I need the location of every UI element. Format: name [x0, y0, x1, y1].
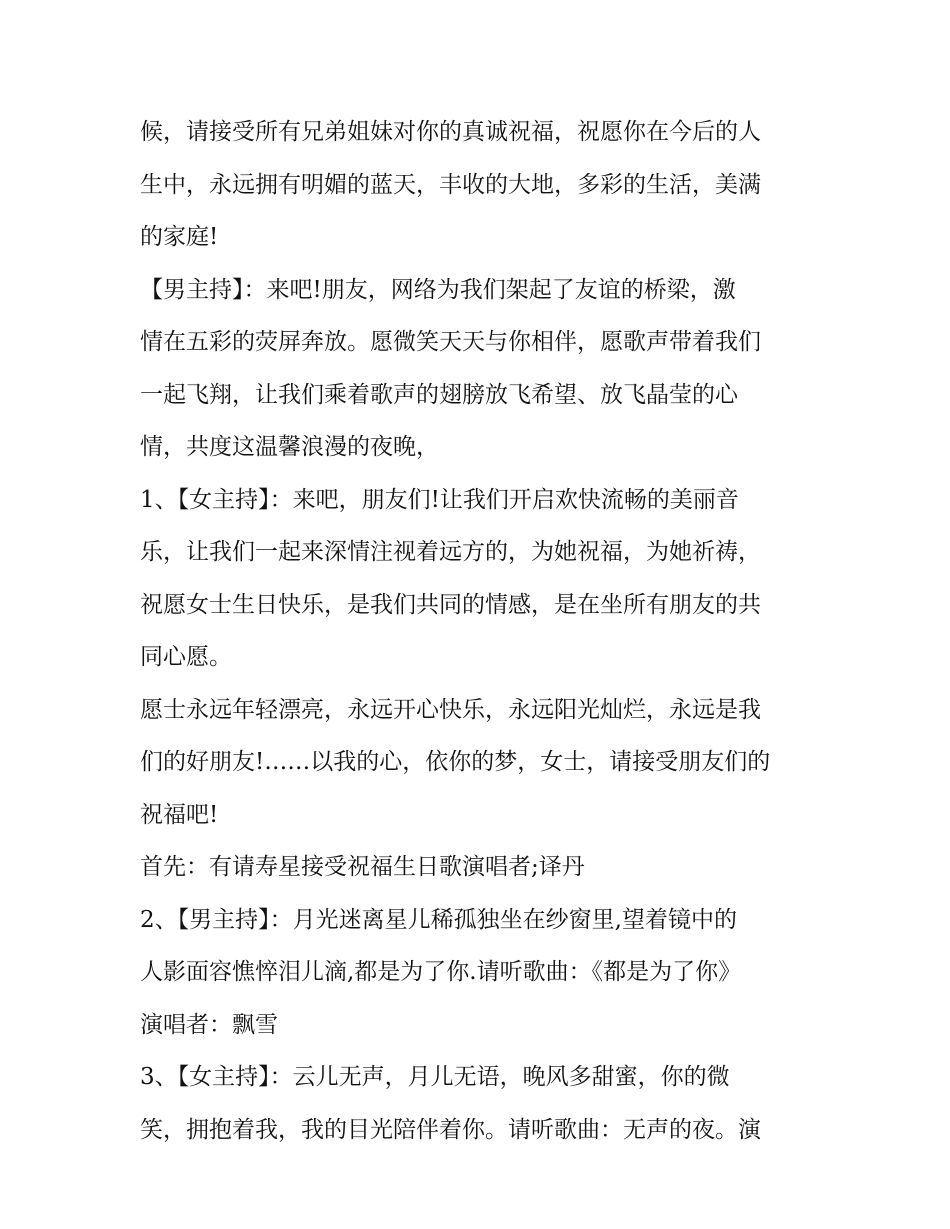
text-line: 生中，永远拥有明媚的蓝天，丰收的大地，多彩的生活，美满 [140, 171, 761, 198]
text-line: 的家庭! [140, 224, 219, 250]
text-line: 乐，让我们一起来深情注视着远方的，为她祝福，为她祈祷， [140, 539, 761, 565]
text-line: 情在五彩的荧屏奔放。愿微笑天天与你相伴，愿歌声带着我们 [140, 329, 761, 355]
text-line: 祝愿女士生日快乐，是我们共同的情感，是在坐所有朋友的共 [140, 591, 761, 618]
text-line: 【男主持】：来吧!朋友，网络为我们架起了友谊的桥梁，激 [140, 276, 736, 303]
text-line: 笑，拥抱着我，我的目光陪伴着你。请听歌曲：无声的夜。演 [140, 1116, 761, 1143]
document-body [140, 106, 815, 1156]
text-line: 1、【女主持】：来吧，朋友们!让我们开启欢快流畅的美丽音 [140, 486, 739, 513]
text-line: 3、【女主持】：云儿无声，月儿无语，晚风多甜蜜，你的微 [140, 1064, 730, 1090]
text-line: 们的好朋友!……以我的心，依你的梦，女士，请接受朋友们的 [140, 749, 771, 775]
text-line: 首先：有请寿星接受祝福生日歌演唱者;译丹 [140, 854, 585, 880]
text-line: 演唱者：飘雪 [140, 1011, 278, 1038]
text-line: 同心愿。 [140, 644, 232, 670]
text-line: 祝福吧! [140, 801, 219, 828]
text-line: 人影面容憔悴泪儿滴,都是为了你.请听歌曲：《都是为了你》 [140, 959, 742, 985]
text-line: 2、【男主持】：月光迷离星儿稀孤独坐在纱窗里,望着镜中的 [140, 906, 737, 933]
text-line: 愿士永远年轻漂亮，永远开心快乐，永远阳光灿烂，永远是我 [140, 696, 761, 723]
text-line: 候，请接受所有兄弟姐妹对你的真诚祝福，祝愿你在今后的人 [140, 119, 761, 145]
text-line: 情，共度这温馨浪漫的夜晚， [140, 434, 439, 460]
text-line: 一起飞翔，让我们乘着歌声的翅膀放飞希望、放飞晶莹的心 [140, 381, 738, 408]
